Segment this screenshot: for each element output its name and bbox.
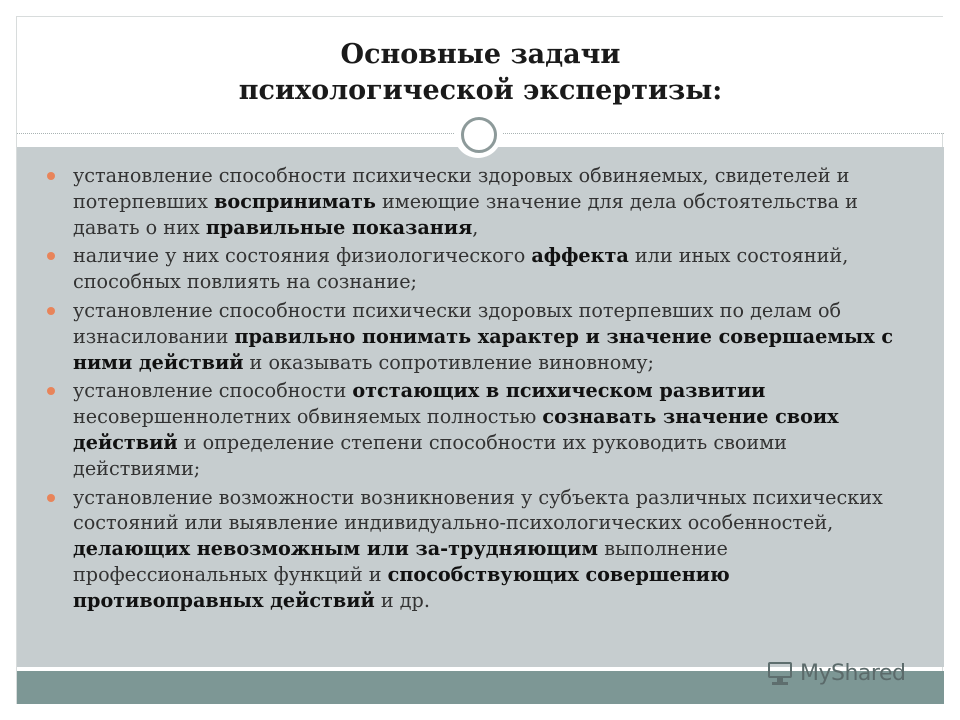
- bullet-emphasis: правильные показания: [205, 215, 473, 239]
- bullet-emphasis: способствующих совершению противоправных действий: [73, 562, 730, 612]
- bullet-dot-icon: [47, 494, 55, 502]
- bullet-item: [57, 163, 917, 240]
- bullet-text: установление способности психически здоровых потерпевших по делам об изнасиловании: [73, 298, 842, 348]
- slide-title: [17, 37, 944, 109]
- bullet-text: несовершеннолетних обвиняемых полностью: [73, 405, 543, 429]
- bullet-text: или иных состояний, способных повлиять на сознание;: [73, 244, 849, 294]
- bullet-emphasis: делающих невозможным или за-трудняющим: [73, 537, 599, 561]
- content-area: [17, 147, 944, 667]
- bullet-text: и определение степени способности их руководить своими действиями;: [73, 430, 787, 480]
- slide: [16, 16, 943, 704]
- bullet-text: наличие у них состояния физиологического: [73, 244, 532, 268]
- circle-ornament-icon: [461, 117, 497, 153]
- title-line-2: психологической экспертизы:: [238, 75, 723, 106]
- bullet-text: установление способности психически здоровых обвиняемых, свидетелей и потерпевших: [73, 164, 850, 213]
- bullet-emphasis: отстающих в психическом развитии: [352, 379, 766, 403]
- bullet-emphasis: аффекта: [531, 244, 629, 268]
- bullet-text: и оказывать сопротивление виновному;: [243, 350, 655, 374]
- bullet-text: и др.: [374, 588, 430, 612]
- watermark: [766, 656, 905, 690]
- bullet-emphasis: сознавать значение своих действий: [73, 405, 839, 454]
- bullet-dot-icon: [47, 172, 55, 180]
- bullet-dot-icon: [47, 307, 55, 315]
- bullet-text: ,: [472, 215, 479, 239]
- bullet-item: [57, 378, 917, 481]
- bullet-emphasis: правильно понимать характер и значение совершаемых с ними действий: [73, 324, 894, 374]
- watermark-text: MyShared: [800, 660, 906, 686]
- bullet-list: [57, 163, 917, 617]
- bullet-dot-icon: [47, 252, 55, 260]
- title-line-1: Основные задачи: [340, 39, 621, 70]
- bullet-emphasis: воспринимать: [214, 189, 376, 213]
- bullet-item: [57, 298, 917, 375]
- bullet-text: установление возможности возникновения у субъекта различных психических состояний или выявление индивидуально-психологических особенностей,: [73, 485, 883, 535]
- presentation-screen-icon: [766, 660, 796, 686]
- bullet-text: выполнение профессиональных функций и: [73, 537, 728, 586]
- bullet-item: [57, 243, 917, 295]
- bullet-text: установление способности: [73, 379, 353, 403]
- bullet-text: имеющие значение для дела обстоятельства и давать о них: [73, 189, 858, 239]
- bullet-item: [57, 485, 917, 614]
- bullet-dot-icon: [47, 387, 55, 395]
